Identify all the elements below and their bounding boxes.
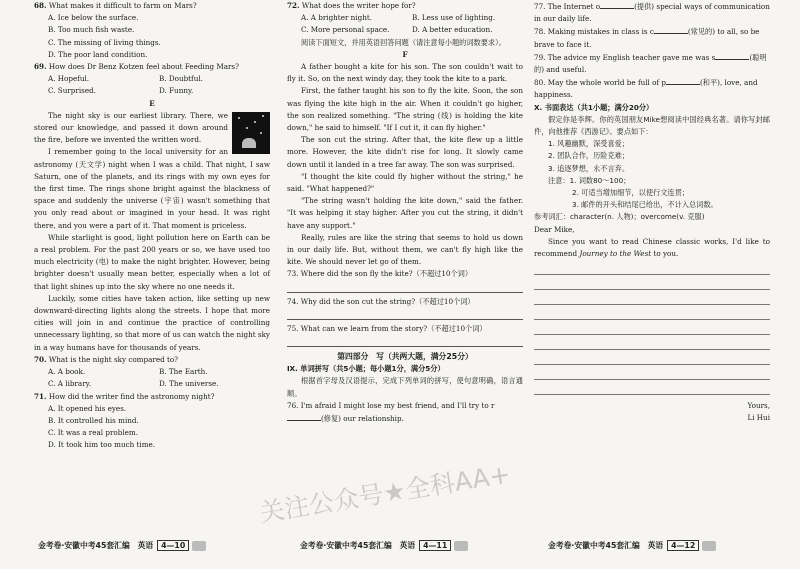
brand-logo-icon (192, 541, 206, 551)
writing-area[interactable] (534, 260, 770, 395)
passage-e-paragraph: I remember going to the local university for an astronomy (天文学) night when I was a child. That night, I saw Saturn, one of the planets, and its rings with my own eyes for the first time. The rings shone bright against the blackness of space and suddenly the universe (宇宙) wasn't something that you only read about or imagined in your head. It was right there, and you were a part of it. That moment is priceless. (34, 147, 270, 230)
instruction: 阅读下面短文，并用英语回答问题（请注意每小题的词数要求）。 (301, 37, 506, 47)
watermark: 关注公众号★全科AA+ (257, 459, 513, 528)
column-3 (534, 0, 770, 540)
notes: 注意：1. 词数80～100； 2. 可适当增加细节，以使行文连贯； 3. 邮件的开头和结尾已给出，不计入总词数。 (548, 175, 718, 210)
writing-prompt: 假定你是李辉。你的英国朋友Mike想阅读中国经典名著。请你写封邮件，向他推荐《西游记》。要点如下： (534, 114, 770, 137)
column-2 (287, 0, 523, 540)
page-number: 4—11 (419, 540, 451, 551)
page-footer-3: 金考卷·安徽中考45套汇编 英语 4—12 (548, 540, 716, 556)
q69-options: A. Hopeful. B. Doubtful. C. Surprised. D. Funny. (48, 74, 203, 96)
page-number: 4—10 (157, 540, 189, 551)
passage-f-paragraph: The son cut the string. After that, the kite flew up a little more. However, the kite didn't rise for long. It slowly came down until it landed in a tree far away. The son was surprised. (287, 135, 523, 169)
answer-line-73[interactable] (287, 281, 523, 293)
blank-77[interactable] (600, 0, 634, 9)
brand-logo-icon (702, 541, 716, 551)
question-77: 77. The Internet o (提供) special ways of communication in our daily life. (534, 2, 770, 24)
question-72: 72. What does the writer hope for? (287, 1, 416, 10)
passage-f-paragraph: First, the father taught his son to fly the kite. Soon, the son was flying the kite high in the air. When it couldn't go higher, the son realized something. "The string (线) is holding the kite down," he said to himself. "If I cut it, it can fly higher." (287, 86, 523, 133)
passage-f-paragraph: "I thought the kite could fly higher without the string," he said. "What happened?" (287, 171, 523, 194)
greeting: Dear Mike, (534, 224, 575, 234)
question-80: 80. May the whole world be full of p (和平), love, and happiness. (534, 78, 758, 100)
question-73: 73. Where did the son fly the kite?（不超过10个词） (287, 269, 473, 279)
signature-name: Li Hui (747, 413, 770, 423)
passage-e-paragraph: While starlight is good, light pollution here on Earth can be a real problem. For the past 200 years or so, we have used too much electricity (电) to make the night brighter. However, being brighter doesn't usually mean better, especially when a lot of that light shines up into the sky where no one needs it. (34, 232, 270, 291)
q68-options: A. Ice below the surface. B. Too much fish waste. C. The missing of living things. D. The poor land condition. (48, 13, 161, 59)
night-sky-image (232, 112, 270, 154)
question-69: 69. How does Dr Benz Kotzen feel about Feeding Mars? (34, 62, 239, 72)
question-75: 75. What can we learn from the story?（不超过10个词） (287, 323, 487, 333)
column-1 (34, 0, 270, 540)
blank-80[interactable] (666, 76, 700, 85)
section-9-heading: Ⅸ. 单词拼写（共5小题；每小题1分，满分5分） (287, 364, 445, 374)
question-70: 70. What is the night sky compared to? (34, 354, 179, 364)
brand-logo-icon (454, 541, 468, 551)
section-9-instruction: 根据首字母及汉语提示，完成下列单词的拼写，使句意明确，语言通顺。 (287, 376, 523, 398)
question-76: 76. I'm afraid I might lose my best friend, and I'll try to r(修复) our relationship. (287, 400, 495, 424)
closing: Yours, (747, 401, 770, 411)
blank-76[interactable] (287, 412, 321, 421)
passage-e-paragraph: Luckily, some cities have taken action, like setting up new downward-directing lights along the streets. I hope that more cities will join in and continue the practice of controlling unnecessary lighting, so that more of us can watch the night sky in a way humans have for thousands of years. (34, 293, 270, 352)
passage-f-title: F (402, 49, 408, 59)
passage-f-paragraph: Really, rules are like the string that seems to hold us down in our daily life. But, without them, we can't fly high like the kite. We should never let go of them. (287, 232, 523, 267)
q72-options: A. A brighter night. B. Less use of lighting. C. More personal space. D. A better education. (301, 13, 496, 35)
answer-line-75[interactable] (287, 335, 523, 347)
page-footer-1: 金考卷·安徽中考45套汇编 英语 4—10 (38, 540, 206, 556)
key-points: 1. 风趣幽默，深受喜爱； 2. 团队合作，历险克难； 3. 追逐梦想，永不言弃。 (548, 139, 630, 173)
letter-opening: Since you want to read Chinese classic works, I'd like to recommend Journey to the West to you. (534, 236, 770, 259)
passage-f-paragraph: A father bought a kite for his son. The son couldn't wait to fly it. So, on the next windy day, they took the kite to a park. (287, 62, 523, 84)
q71-options: A. It opened his eyes. B. It controlled his mind. C. It was a real problem. D. It took him too much time. (48, 403, 156, 450)
question-68: 68. What makes it difficult to farm on Mars? (34, 1, 197, 10)
question-71: 71. How did the writer find the astronomy night? (34, 391, 215, 401)
page-number: 4—12 (667, 540, 699, 551)
question-78: 78. Making mistakes in class is c (常见的) to all, so be brave to face it. (534, 27, 760, 49)
reference-vocabulary: 参考词汇：character(n. 人物)；overcome(v. 克服) (534, 212, 705, 222)
answer-line-74[interactable] (287, 308, 523, 320)
passage-e-paragraph: The night sky is our earliest library. There, we stored our knowledge, and passed it down around the fire, before we invented the written word. (34, 110, 228, 145)
question-74: 74. Why did the son cut the string?（不超过10个词） (287, 296, 475, 306)
blank-78[interactable] (654, 25, 688, 34)
page-footer-2: 金考卷·安徽中考45套汇编 英语 4—11 (300, 540, 468, 556)
passage-e-title: E (149, 98, 155, 108)
part-4-heading: 第四部分 写（共两大题，满分25分） (337, 352, 473, 362)
question-79: 79. The advice my English teacher gave me was s (聪明的) and useful. (534, 52, 767, 75)
blank-79[interactable] (715, 51, 749, 60)
q70-options: A. A book. B. The Earth. C. A library. D. The universe. (48, 367, 219, 389)
passage-f-paragraph: "The string wasn't holding the kite down," said the father. "It was helping it stay higher. After you cut the string, it didn't have any support." (287, 196, 523, 230)
section-10-heading: Ⅹ. 书面表达（共1小题；满分20分） (534, 102, 654, 112)
